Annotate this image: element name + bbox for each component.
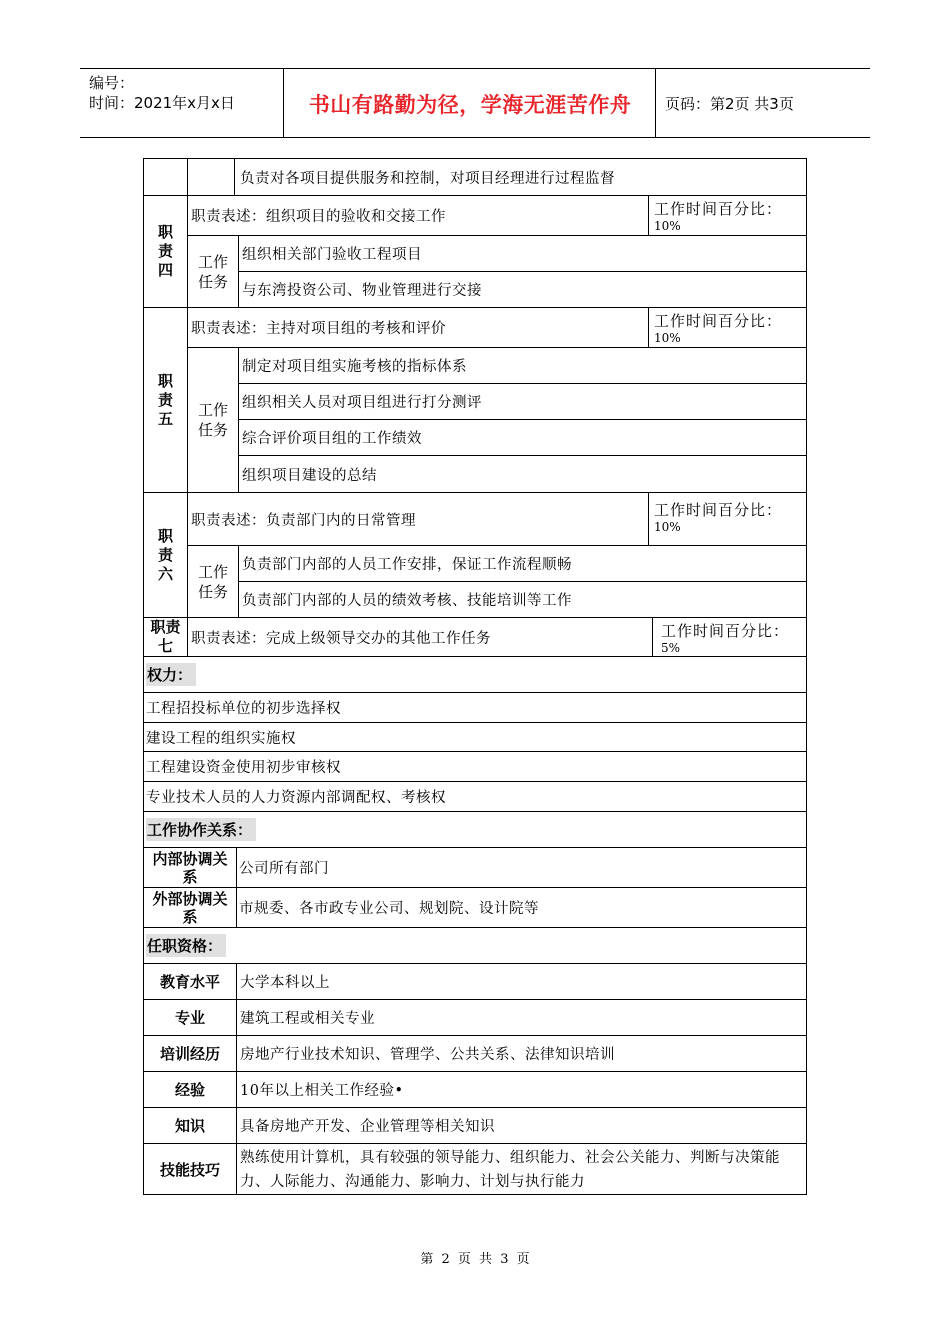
- header-meta: [89, 73, 235, 113]
- time-percent-label: 工作时间百分比：: [661, 622, 790, 640]
- qualification-value: 熟练使用计算机，具有较强的领导能力、组织能力、社会公关能力、判断与决策能力、人际能力、沟通能力、影响力、计划与执行能力: [236, 1144, 806, 1194]
- power-row: [143, 722, 807, 751]
- relation-row: [143, 887, 807, 927]
- power-item: 工程建设资金使用初步审核权: [146, 760, 341, 776]
- qualification-value: 房地产行业技术知识、管理学、公共关系、法律知识培训: [236, 1036, 806, 1071]
- power-row: [143, 692, 807, 722]
- header-page-info: 页码：第2页 共3页: [665, 95, 794, 113]
- powers-section: [143, 656, 807, 692]
- power-item: 建设工程的组织实施权: [146, 730, 296, 747]
- qualification-label: 专业: [174, 1009, 205, 1027]
- task-item: 组织相关人员对项目组进行打分测评: [242, 395, 482, 411]
- section-title: 任职资格：: [146, 934, 226, 957]
- time-percent-label: 工作时间百分比：: [654, 501, 783, 519]
- task-item: 负责部门内部的人员的绩效考核、技能培训等工作: [242, 593, 572, 609]
- qualification-row: [143, 1035, 807, 1071]
- qualification-row: [143, 1107, 807, 1143]
- relation-value: 公司所有部门: [236, 848, 806, 887]
- time-percent-value: 10%: [654, 520, 681, 534]
- task-item: 制定对项目组实施考核的指标体系: [242, 359, 467, 375]
- duty-continued-row: [143, 158, 807, 195]
- qualification-value: 具备房地产开发、企业管理等相关知识: [236, 1108, 806, 1143]
- page-footer: 第 2 页 共 3 页: [420, 1252, 530, 1267]
- section-title: 工作协作关系：: [146, 818, 256, 841]
- header-motto: 书山有路勤为径，学海无涯苦作舟: [308, 93, 632, 117]
- task-item: 与东湾投资公司、物业管理进行交接: [242, 283, 482, 299]
- qualification-label: 教育水平: [159, 973, 220, 991]
- duty-block-5: [143, 307, 807, 492]
- power-row: [143, 751, 807, 781]
- qualification-label: 培训经历: [159, 1045, 220, 1063]
- job-description-table: [143, 158, 807, 1195]
- qualification-value: 10年以上相关工作经验•: [236, 1072, 806, 1107]
- duty-block-6: [143, 492, 807, 617]
- task-item: 组织相关部门验收工程项目: [242, 247, 422, 263]
- duty-label: 职责七: [150, 618, 181, 655]
- duty-statement: 职责表述：主持对项目组的考核和评价: [191, 321, 446, 337]
- relation-label: 内部协调关系: [152, 849, 228, 886]
- date-line: 时间：2021年x月x日: [89, 94, 235, 112]
- duty-block-4: [143, 195, 807, 307]
- relation-label: 外部协调关系: [152, 889, 228, 926]
- section-title: 权力：: [146, 663, 196, 686]
- duty-label: 职责六: [157, 526, 173, 583]
- relations-section: [143, 811, 807, 847]
- duty-statement: 职责表述：组织项目的验收和交接工作: [191, 209, 446, 225]
- qualification-label: 经验: [174, 1081, 205, 1099]
- time-percent-value: 10%: [654, 331, 681, 345]
- qualification-label: 知识: [174, 1117, 205, 1135]
- time-percent-label: 工作时间百分比：: [654, 200, 783, 218]
- qualification-row: [143, 1071, 807, 1107]
- task-item: 综合评价项目组的工作绩效: [242, 431, 422, 447]
- time-percent-label: 工作时间百分比：: [654, 312, 783, 330]
- duty-label: 职责五: [157, 371, 173, 428]
- duty-label: 职责四: [157, 223, 173, 279]
- task-label: 工作任务: [197, 562, 228, 601]
- power-item: 工程招投标单位的初步选择权: [146, 701, 341, 717]
- duty-block-7: [143, 617, 807, 656]
- qualification-row: [143, 963, 807, 999]
- power-item: 专业技术人员的人力资源内部调配权、考核权: [146, 790, 446, 806]
- task-item: 负责部门内部的人员工作安排，保证工作流程顺畅: [242, 557, 572, 573]
- time-percent-value: 10%: [654, 219, 681, 233]
- qualification-value: 大学本科以上: [236, 964, 806, 999]
- qualifications-section: [143, 927, 807, 963]
- task-label: 工作任务: [197, 401, 228, 439]
- duty-statement: 职责表述：完成上级领导交办的其他工作任务: [191, 630, 491, 647]
- task-item: 组织项目建设的总结: [242, 467, 377, 484]
- task-label: 工作任务: [197, 252, 228, 291]
- duty-statement: 职责表述：负责部门内的日常管理: [191, 512, 416, 529]
- qualification-value: 建筑工程或相关专业: [236, 1000, 806, 1035]
- time-percent-value: 5%: [661, 641, 681, 655]
- qualification-label: 技能技巧: [159, 1160, 220, 1179]
- qualification-row: [143, 999, 807, 1035]
- page-header: [80, 68, 870, 138]
- relation-row: [143, 847, 807, 887]
- relation-value: 市规委、各市政专业公司、规划院、设计院等: [236, 888, 806, 927]
- qualification-row: [143, 1143, 807, 1195]
- code-label: 编号：: [89, 74, 135, 92]
- header-divider: [283, 69, 284, 137]
- task-item: 负责对各项目提供服务和控制，对项目经理进行过程监督: [240, 170, 615, 187]
- power-row: [143, 781, 807, 811]
- header-divider: [655, 69, 656, 137]
